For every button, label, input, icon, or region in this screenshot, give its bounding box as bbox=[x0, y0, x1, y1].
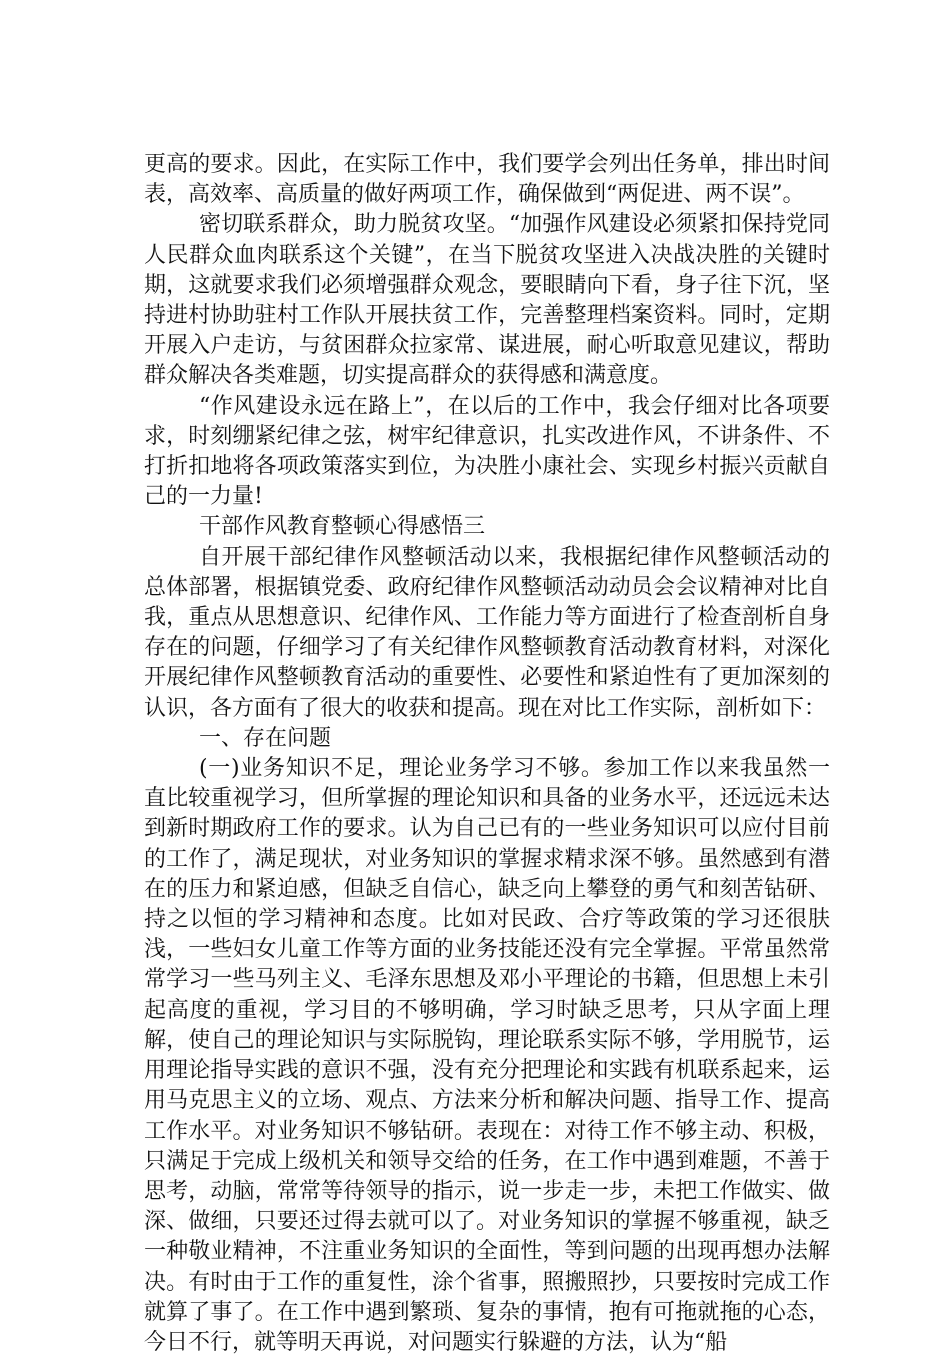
paragraph-5: (一)业务知识不足，理论业务学习不够。参加工作以来我虽然一直比较重视学习，但所掌握的理论知识和具备的业务水平，还远远未达到新时期政府工作的要求。认为自己已有的一些业务知识可以应付目前的工作了，满足现状，对业务知识的掌握求精求深不够。虽然感到有潜在的压力和紧迫感，但缺乏自信心，缺乏向上攀登的勇气和刻苦钻研、持之以恒的学习精神和态度。比如对民政、合疗等政策的学习还很肤浅，一些妇女儿童工作等方面的业务技能还没有完全掌握。平常虽然常常学习一些马列主义、毛泽东思想及邓小平理论的书籍，但思想上未引起高度的重视，学习目的不够明确，学习时缺乏思考，只从字面上理解，使自己的理论知识与实际脱钩，理论联系实际不够，学用脱节，运用理论指导实践的意识不强，没有充分把理论和实践有机联系起来，运用马克思主义的立场、观点、方法来分析和解决问题、指导工作、提高工作水平。对业务知识不够钻研。表现在：对待工作不够主动、积极，只满足于完成上级机关和领导交给的任务，在工作中遇到难题，不善于思考，动脑，常常等待领导的指示，说一步走一步，未把工作做实、做深、做细，只要还过得去就可以了。对业务知识的掌握不够重视，缺乏一种敬业精神，不注重业务知识的全面性，等到问题的出现再想办法解决。有时由于工作的重复性，涂个省事，照搬照抄，只要按时完成工作就算了事了。在工作中遇到繁琐、复杂的事情，抱有可拖就拖的心态，今日不行，就等明天再说，对问题实行躲避的方法，认为“船 bbox=[144, 756, 830, 1355]
document-body bbox=[144, 150, 830, 1358]
paragraph-4: 自开展干部纪律作风整顿活动以来，我根据纪律作风整顿活动的总体部署，根据镇党委、政府纪律作风整顿活动动员会会议精神对比自我，重点从思想意识、纪律作风、工作能力等方面进行了检查剖析自身存在的问题，仔细学习了有关纪律作风整顿教育活动教育材料，对深化开展纪律作风整顿教育活动的重要性、必要性和紧迫性有了更加深刻的认识，各方面有了很大的收获和提高。现在对比工作实际，剖析如下： bbox=[144, 544, 830, 721]
paragraph-3: “作风建设永远在路上”，在以后的工作中，我会仔细对比各项要求，时刻绷紧纪律之弦，树牢纪律意识，扎实改进作风，不讲条件、不打折扣地将各项政策落实到位，为决胜小康社会、实现乡村振兴贡献自己的一力量! bbox=[144, 393, 830, 510]
section-title: 干部作风教育整顿心得感悟三 bbox=[199, 514, 486, 540]
paragraph-1: 更高的要求。因此，在实际工作中，我们要学会列出任务单，排出时间表，高效率、高质量的做好两项工作，确保做到“两促进、两不误”。 bbox=[144, 152, 830, 208]
subheading-problems: 一、存在问题 bbox=[199, 725, 332, 751]
paragraph-2: 密切联系群众，助力脱贫攻坚。“加强作风建设必须紧扣保持党同人民群众血肉联系这个关键”，在当下脱贫攻坚进入决战决胜的关键时期，这就要求我们必须增强群众观念，要眼睛向下看，身子往下沉，坚持进村协助驻村工作队开展扶贫工作，完善整理档案资料。同时，定期开展入户走访，与贫困群众拉家常、谋进展，耐心听取意见建议，帮助群众解决各类难题，切实提高群众的获得感和满意度。 bbox=[144, 212, 830, 389]
